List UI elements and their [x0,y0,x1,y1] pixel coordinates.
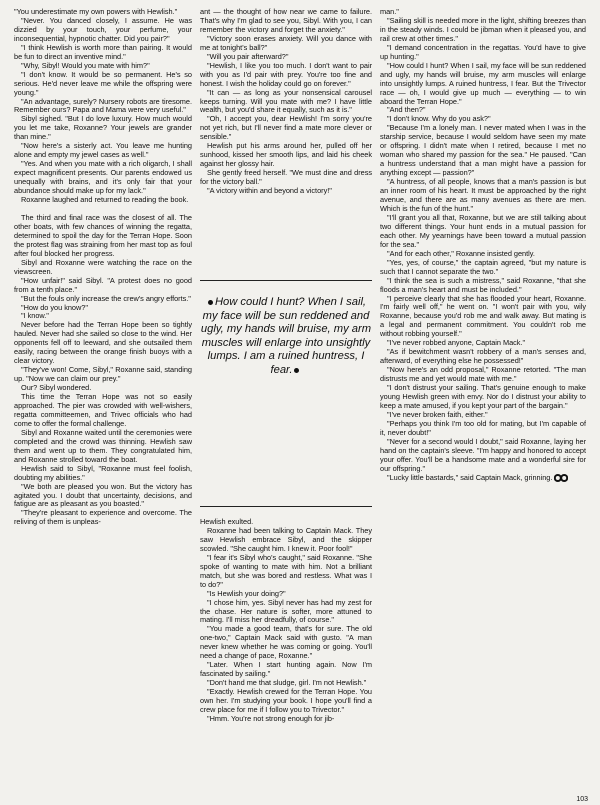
page-number: 103 [576,796,588,803]
paragraph: "Later. When I start hunting again. Now I'm fascinated by sailing." [200,660,372,679]
paragraph: "Yes. And when you mate with a rich oligarch, I shall expect magnificent presents. Our parents endowed us unequally with brains, and it's only fair that your abundance should make up for my lack." [14,159,192,196]
paragraph: "How could I hunt? When I sail, my face will be sun reddened and ugly, my hands will bruise, my arm muscles will enlarge into unsightly lumps. A ruined huntress, I fear. But the Trivector race — oh, I would give up much — everything — to win aboard the Terran Hope." [380,60,586,106]
paragraph: "Sailing skill is needed more in the light, shifting breezes than in the steady winds. I could be jibman when it pleased you, and rail crew at other times." [380,15,586,43]
paragraph: ant — the thought of how near we came to failure. That's why I'm glad to see you, Sibyl. With you, I can remember the victory and forget the anxiety." [200,8,372,34]
paragraph: "But the fouls only increase the crew's angry efforts." [21,293,191,303]
paragraph: "Don't hand me that sludge, girl. I'm not Hewlish." [207,678,367,688]
paragraph: "Will you pair afterward?" [207,51,289,61]
paragraph: "Perhaps you think I'm too old for mating, but I'm capable of it, never doubt!" [380,418,586,437]
paragraph: "I chose him, yes. Sibyl never has had my zest for the chase. Her nature is softer, more attuned to mating. I'll miss her dreadfully, of course." [200,597,372,625]
paragraph: The third and final race was the closest of all. The other boats, with few chances of winning the regatta, determined to spoil the day for the Terran Hope. Soon the protest flag was straining from her mast top as foul after foul blocked her progress. [14,212,192,258]
paragraph: "And then?" [387,105,426,115]
text-column-left [14,8,192,796]
pullquote-rule-top [200,280,372,281]
paragraph: "I demand concentration in the regattas. You'd have to give up hunting." [380,42,586,61]
paragraph: Sibyl and Roxanne were watching the race on the viewscreen. [14,257,192,276]
paragraph: "A huntress, of all people, knows that a man's passion is but an inner room of his heart. It must be approached by the right avenue, and there are as many avenues as there are men. Which is the fun of the hunt." [380,177,586,213]
paragraph: Sibyl sighed. "But I do love luxury. How much would you let me take, Roxanne? Your jewels are grander than mine." [14,114,192,142]
paragraph: "And for each other," Roxanne insisted gently. [387,248,535,258]
paragraph: "Now here's an odd proposal," Roxanne retorted. "The man distrusts me and yet would mate with me." [380,365,586,384]
paragraph: "Hmm. You're not strong enough for jib- [207,713,335,723]
paragraph: "Why, Sibyl! Would you mate with him?" [21,60,150,70]
paragraph: "They're pleasant to experience and overcome. The reliving of them is unpleas- [14,508,192,527]
paragraph: "I've never broken faith, either." [387,409,488,419]
paragraph: "It can — as long as your nonsensical carousel keeps turning. Will you mate with me? I have little wealth, but you'd share it equally, such as it is." [200,87,372,115]
pullquote-rule-bottom [200,506,372,507]
paragraph-final [380,474,586,483]
paragraph: "I'll grant you all that, Roxanne, but we are still talking about two different things. Your hunt ends in a mutual passion for each other. My yearnings have been toward a mutual passion for the sea." [380,212,586,249]
paragraph: "How do you know?" [21,302,88,312]
paragraph: Hewlish exulted. [200,518,254,526]
paragraph: "Hewlish, I like you too much. I don't want to pair with you as I'd pair with prey. You're too fine and honest. I wish the holiday could go on forever." [200,60,372,88]
paragraph: "Never for a second would I doubt," said Roxanne, laying her hand on the captain's sleeve. "I'm happy and honored to accept your offer. You'll be a handsome mate and a wonderful sire for our offspring." [380,436,586,473]
final-sentence: "Lucky little bastards," said Captain Mack, grinning. [387,472,553,482]
text-column-right [380,8,586,796]
paragraph: Roxanne laughed and returned to reading the book. [21,195,189,205]
paragraph: "Yes, yes, of course," the captain agreed, "but my nature is such that I cannot separate the two." [380,257,586,276]
text-column-middle-bottom [200,518,372,804]
paragraph: "A victory within and beyond a victory!" [207,186,332,196]
paragraph: "You underestimate my own powers with Hewlish." [14,8,178,16]
quote-open-dot-icon [208,300,213,305]
paragraph: "I've never robbed anyone, Captain Mack." [387,338,526,348]
paragraph: "They've won! Come, Sibyl," Roxanne said, standing up. "Now we can claim our prey." [14,365,192,384]
paragraph: Roxanne had been talking to Captain Mack. They saw Hewlish embrace Sibyl, and the skipper scowled. "She caught him. I knew it. Poor fool!" [200,525,372,553]
paragraph: "Now here's a sisterly act. You leave me hunting alone and empty my jewel cases as well." [14,141,192,160]
paragraph: "I think Hewlish is worth more than pairing. It would be fun to direct an inventive mind." [14,42,192,61]
paragraph: This time the Terran Hope was not so easily approached. The pier was crowded with well-wishers, regatta committeemen, and Trivec officials who had come to offer the formal challenge. [14,392,192,428]
end-mark-icon [554,474,568,482]
paragraph: man." [380,8,399,16]
paragraph: "As if bewitchment wasn't robbery of a man's senses and, afterward, of everything else he possessed!" [380,347,586,366]
paragraph: "I perceive clearly that she has flooded your heart, Roxanne. I'm fairly well off," he went on. "I won't pair with you, wily Roxanne, because you'd rob me and walk away. But mating is a legal and permanent commitment. You couldn't rob me without robbing yourself." [380,293,586,339]
paragraph: "We both are pleased you won. But the victory has agitated you. I doubt that uncertainty, decisions, and fatigue are as pleasant as you boasted." [14,481,192,509]
paragraph: "I fear it's Sibyl who's caught," said Roxanne. "She spoke of wanting to mate with him. Not a brilliant match, but she was bored and restless. What was I to do?" [200,552,372,589]
paragraph: Hewlish put his arms around her, pulled off her sunhood, kissed her smooth lips, and laid his cheek against her glossy hair. [200,141,372,169]
pull-quote [200,296,372,378]
paragraph: "Never. You danced closely, I assume. He was dizzied by your touch, your perfume, your inconsequential, hypnotic chatter. Did you pair?" [14,15,192,43]
paragraph: "An advantage, surely? Nursery robots are tiresome. Remember ours? Papa and Mama were very useful." [14,96,192,115]
paragraph: Hewlish said to Sibyl, "Roxanne must feel foolish, doubting my abilities." [14,463,192,482]
paragraph: "How unfair!" said Sibyl. "A protest does no good from a tenth place." [14,275,192,294]
paragraph: She gently freed herself. "We must dine and dress for the victory ball." [200,168,372,187]
paragraph: "I don't know. Why do you ask?" [387,114,491,124]
paragraph: Sibyl and Roxanne waited until the ceremonies were completed and the crowd was thinning. Hewlish saw them and went up to them. They congratulated him, and Roxanne strolled toward the boat. [14,427,192,464]
pull-quote-text: How could I hunt? When I sail, my face will be sun reddened and ugly, my hands will bruise, my arm muscles will enlarge into unsightly lumps. I am a ruined huntress, I fear. [200,296,372,376]
paragraph: "You made a good team, that's for sure. The old one-two," Captain Mack said with gusto. "A man never knew whether he was coming or going. You'll need a change of pace, Roxanne." [200,624,372,661]
paragraph: "Exactly. Hewlish crewed for the Terran Hope. You own her. I'm studying your book. I hope you'll find a crew place for me if I follow you to Trivector." [200,687,372,715]
paragraph: Our? Sibyl wondered. [21,383,92,393]
quote-close-dot-icon [294,368,299,373]
paragraph: "I know." [21,311,49,321]
paragraph: "Victory soon erases anxiety. Will you dance with me at tonight's ball?" [200,33,372,52]
paragraph: "I don't know. It would be so permanent. He's so serious. He'd never leave me while the offspring were young." [14,69,192,97]
paragraph: "Oh, I accept you, dear Hewlish! I'm sorry you're not yet rich, but I'll never find a mate more clever or sensible." [200,114,372,142]
paragraph: "I don't distrust your sailing. That's genuine enough to make young Hewlish green with envy. Nor do I distrust your ability to keep a mate amused, if you kept your part of the bargain." [380,383,586,410]
text-column-middle-top [200,8,372,276]
paragraph: Never before had the Terran Hope been so tightly hauled. Never had she sailed so close to the wind. Her opponents fell off to leeward, and she outsailed them easily, racing between the orange finish buoys with a clear victory. [14,320,192,366]
paragraph: "I think the sea is such a mistress," said Roxanne, "that she floods a man's heart and must be included." [380,275,586,294]
paragraph: "Because I'm a lonely man. I never mated when I was in the starship service, because I would seldom have seen my mate or offspring. I didn't mate when I retired, because I met no woman who shared my passion for the sea." He paused. "Can a huntress understand that a man might have a passion for anything except — passion?" [380,123,586,178]
paragraph: "Is Hewlish your doing?" [207,588,286,598]
